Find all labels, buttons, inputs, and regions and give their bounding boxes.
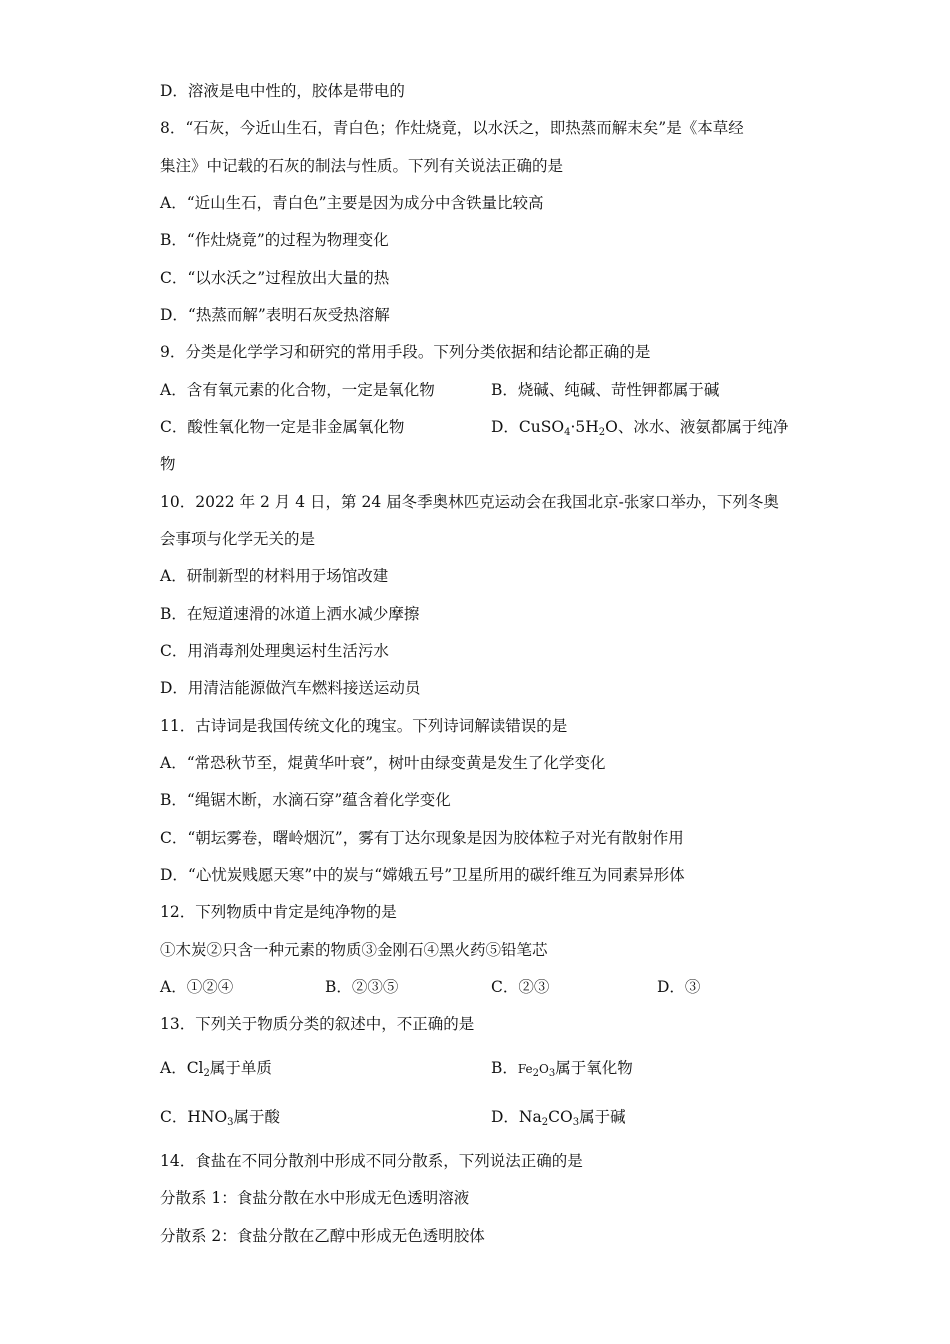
q10-option-c: C．用消毒剂处理奥运村生活污水 [160,642,389,660]
q9-option-d: D．$CuSO_4\cdot 5H_2O$、冰水、液氨都属于纯净 [491,418,789,438]
q14-system-2: 分散系 2：食盐分散在乙醇中形成无色透明胶体 [160,1227,485,1245]
q14-stem: 14．食盐在不同分散剂中形成不同分散系，下列说法正确的是 [160,1152,583,1170]
q9-option-d-continued: 物 [160,455,176,473]
q11-option-d: D．“心忧炭贱愿天寒”中的炭与“嫦娥五号”卫星所用的碳纤维互为同素异形体 [160,866,685,884]
q12-option-c: C．②③ [491,978,550,996]
q9-stem: 9．分类是化学学习和研究的常用手段。下列分类依据和结论都正确的是 [160,343,651,361]
q7-option-d: D．溶液是电中性的，胶体是带电的 [160,82,405,100]
q13-option-a: A．$Cl_2$属于单质 [160,1059,272,1079]
q13-option-c: C．$HNO_3$属于酸 [160,1108,281,1128]
q13-option-d: D．$Na_2CO_3$属于碱 [491,1108,626,1128]
q10-option-d: D．用清洁能源做汽车燃料接送运动员 [160,679,421,697]
q8-stem-line1: 8．“石灰，今近山生石，青白色；作灶烧竟，以水沃之，即热蒸而解末矣”是《本草经 [160,119,744,137]
q9-option-b: B．烧碱、纯碱、苛性钾都属于碱 [491,381,720,399]
q10-option-b: B．在短道速滑的冰道上洒水减少摩擦 [160,605,420,623]
q10-stem-line2: 会事项与化学无关的是 [160,530,316,548]
q10-option-a: A．研制新型的材料用于场馆改建 [160,567,389,585]
q12-option-a: A．①②④ [160,978,234,996]
q8-option-a: A．“近山生石，青白色”主要是因为成分中含铁量比较高 [160,194,544,212]
q11-stem: 11．古诗词是我国传统文化的瑰宝。下列诗词解读错误的是 [160,717,568,735]
q12-items: ①木炭②只含一种元素的物质③金刚石④黑火药⑤铅笔芯 [160,941,548,959]
q11-option-a: A．“常恐秋节至，焜黄华叶衰”，树叶由绿变黄是发生了化学变化 [160,754,606,772]
q8-option-c: C．“以水沃之”过程放出大量的热 [160,269,390,287]
q9-option-a: A．含有氧元素的化合物，一定是氧化物 [160,381,435,399]
q14-system-1: 分散系 1：食盐分散在水中形成无色透明溶液 [160,1189,470,1207]
q9-option-c: C．酸性氧化物一定是非金属氧化物 [160,418,405,436]
q8-option-d: D．“热蒸而解”表明石灰受热溶解 [160,306,390,324]
q12-stem: 12．下列物质中肯定是纯净物的是 [160,903,397,921]
q12-option-b: B．②③⑤ [325,978,399,996]
q10-stem-line1: 10．2022 年 2 月 4 日，第 24 届冬季奥林匹克运动会在我国北京-张家口举办，下列冬奥 [160,493,779,511]
q11-option-b: B．“绳锯木断，水滴石穿”蕴含着化学变化 [160,791,451,809]
q8-option-b: B．“作灶烧竟”的过程为物理变化 [160,231,389,249]
q8-stem-line2: 集注》中记载的石灰的制法与性质。下列有关说法正确的是 [160,157,564,175]
q13-option-b: B．$Fe_2O_3$属于氧化物 [491,1059,633,1079]
q13-stem: 13．下列关于物质分类的叙述中，不正确的是 [160,1015,475,1033]
q12-option-d: D．③ [657,978,701,996]
q11-option-c: C．“朝坛雾卷，曙岭烟沉”，雾有丁达尔现象是因为胶体粒子对光有散射作用 [160,829,684,847]
